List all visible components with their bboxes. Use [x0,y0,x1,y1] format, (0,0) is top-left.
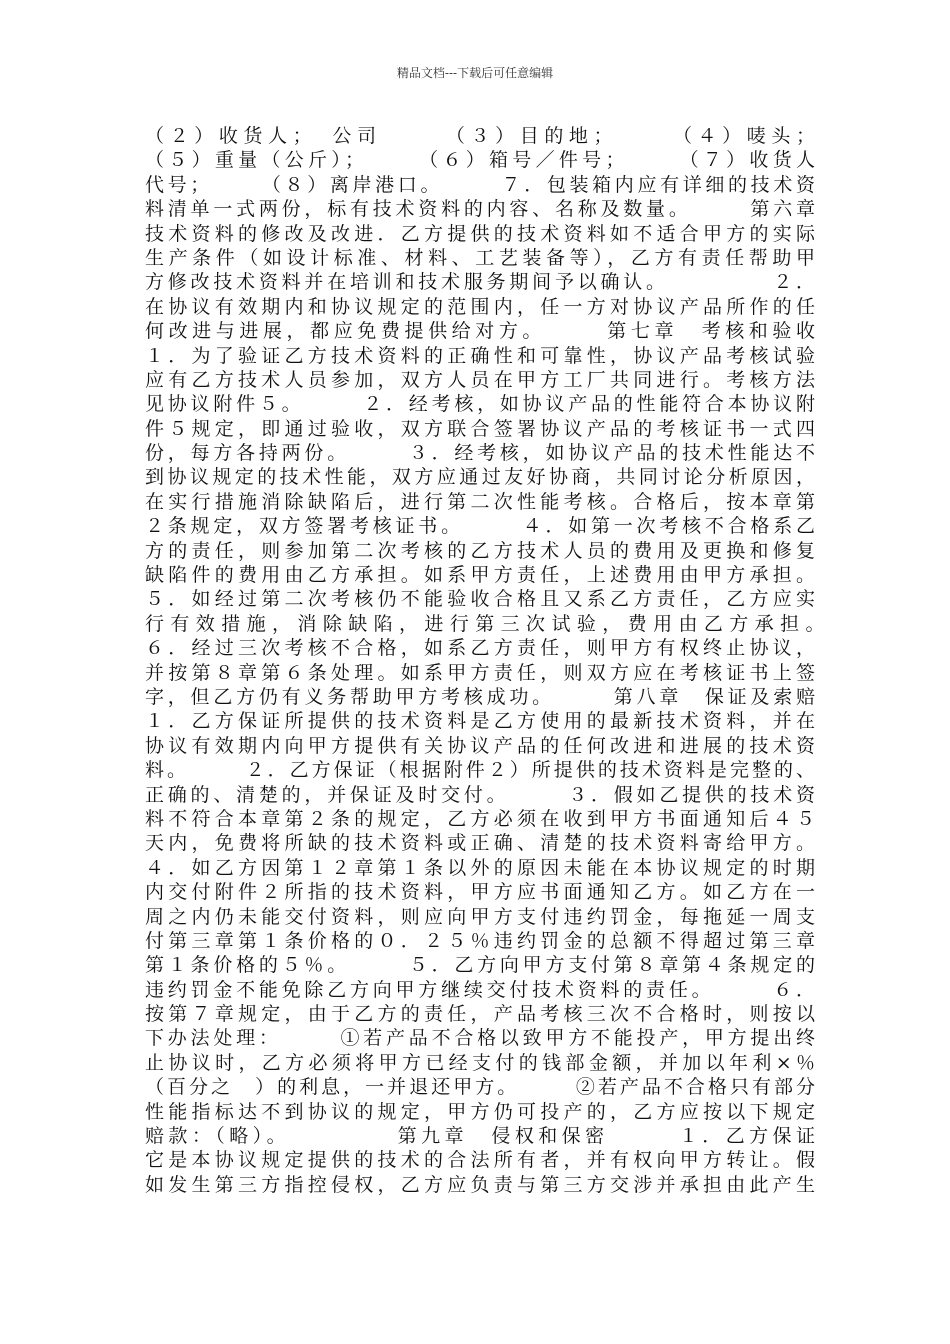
text-line: ５．如经过第二次考核仍不能验收合格且又系乙方责任，乙方应实 [145,588,815,611]
text-line: 在协议有效期内和协议规定的范围内，任一方对协议产品所作的任 [145,295,815,318]
text-line: 第１条价格的５％。 ５．乙方向甲方支付第８章第４条规定的 [145,954,815,977]
text-line: 内交付附件２所指的技术资料，甲方应书面通知乙方。如乙方在一 [145,881,815,904]
text-line: 生产条件（如设计标准、材料、工艺装备等），乙方有责任帮助甲 [145,246,815,269]
text-line: 料。 ２．乙方保证（根据附件２）所提供的技术资料是完整的、 [145,759,815,782]
text-line: 料不符合本章第２条的规定，乙方必须在收到甲方书面通知后４５ [145,807,815,830]
text-line: 应有乙方技术人员参加，双方人员在甲方工厂共同进行。考核方法 [145,368,815,391]
text-line: 周之内仍未能交付资料，则应向甲方支付违约罚金，每拖延一周支 [145,905,815,928]
text-line: 技术资料的修改及改进．乙方提供的技术资料如不适合甲方的实际 [145,222,815,245]
text-line: 份，每方各持两份。 ３．经考核，如协议产品的技术性能达不 [145,442,815,465]
text-line: ６．经过三次考核不合格，如系乙方责任，则甲方有权终止协议， [145,637,815,660]
text-line: 行有效措施，消除缺陷，进行第三次试验，费用由乙方承担。 [145,612,853,635]
text-line: （２）收货人； 公司 （３）目的地； （４）唛头； [145,125,815,147]
text-line: 何改进与进展，都应免费提供给对方。 第七章 考核和验收 [145,320,815,343]
text-line: 违约罚金不能免除乙方向甲方继续交付技术资料的责任。 ６． [145,978,815,1001]
text-line: 协议有效期内向甲方提供有关协议产品的任何改进和进展的技术资 [145,734,815,757]
page-header: 精品文档---下载后可任意编辑 [396,66,554,80]
text-line: （百分之 ）的利息，一并退还甲方。 ②若产品不合格只有部分 [145,1076,815,1099]
text-line: １．为了验证乙方技术资料的正确性和可靠性，协议产品考核试验 [145,344,815,367]
text-line: 正确的、清楚的，并保证及时交付。 ３．假如乙提供的技术资 [145,783,815,806]
text-line: 如发生第三方指控侵权，乙方应负责与第三方交涉并承担由此产生 [145,1173,815,1196]
text-line: 并按第８章第６条处理。如系甲方责任，则双方应在考核证书上签 [145,661,815,684]
text-line: 按第７章规定，由于乙方的责任，产品考核三次不合格时，则按以 [145,1003,815,1026]
text-line: 赔款：（略）。 第九章 侵权和保密 １．乙方保证 [145,1125,815,1148]
text-line: 付第三章第１条价格的０．２５％违约罚金的总额不得超过第三章 [145,929,815,952]
text-line: 缺陷件的费用由乙方承担。如系甲方责任，上述费用由甲方承担。 [145,564,815,587]
text-line: ４．如乙方因第１２章第１条以外的原因未能在本协议规定的时期 [145,856,815,879]
text-line: 它是本协议规定提供的技术的合法所有者，并有权向甲方转让。假 [145,1149,815,1172]
text-line: 代号； （８）离岸港口。 ７．包装箱内应有详细的技术资 [145,173,815,196]
text-line: 字，但乙方仍有义务帮助甲方考核成功。 第八章 保证及索赔 [145,685,815,708]
text-line: 在实行措施消除缺陷后，进行第二次性能考核。合格后，按本章第 [145,490,815,513]
text-line: （５）重量（公斤）； （６）箱号／件号； （７）收货人 [145,149,815,172]
text-line: 到协议规定的技术性能，双方应通过友好协商，共同讨论分析原因， [145,466,815,489]
text-line: 方修改技术资料并在培训和技术服务期间予以确认。 ２． [145,271,815,294]
text-line: ２条规定，双方签署考核证书。 ４．如第一次考核不合格系乙 [145,515,815,538]
document-body [145,124,853,1197]
text-line: 下办法处理： ①若产品不合格以致甲方不能投产，甲方提出终 [145,1027,815,1050]
text-line: 止协议时，乙方必须将甲方已经支付的钱部金额，并加以年利×％ [145,1051,815,1074]
text-line: 件５规定，即通过验收，双方联合签署协议产品的考核证书一式四 [145,417,815,440]
text-line: 见协议附件５。 ２．经考核，如协议产品的性能符合本协议附 [145,393,815,416]
text-line: 性能指标达不到协议的规定，甲方仍可投产的，乙方应按以下规定 [145,1100,815,1123]
text-line: 料清单一式两份，标有技术资料的内容、名称及数量。 第六章 [145,198,815,221]
text-line: 天内，免费将所缺的技术资料或正确、清楚的技术资料寄给甲方。 [145,832,815,855]
text-line: 方的责任，则参加第二次考核的乙方技术人员的费用及更换和修复 [145,539,815,562]
text-line: １．乙方保证所提供的技术资料是乙方使用的最新技术资料，并在 [145,710,815,733]
